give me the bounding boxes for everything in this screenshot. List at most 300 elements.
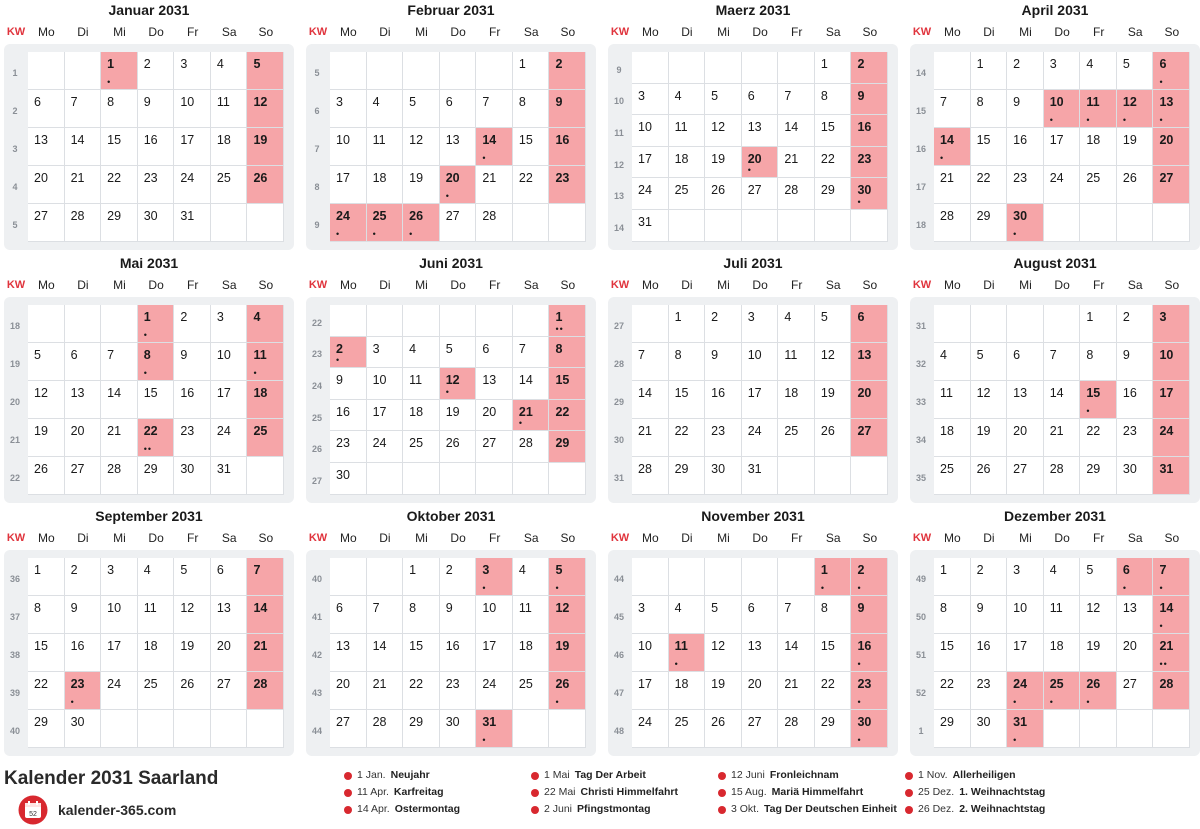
holiday-day-cell[interactable] xyxy=(1007,672,1044,710)
day-cell[interactable] xyxy=(440,337,477,369)
day-cell[interactable] xyxy=(28,204,65,242)
sunday-day-cell[interactable] xyxy=(1153,672,1190,710)
day-cell[interactable] xyxy=(815,115,852,147)
day-cell[interactable] xyxy=(330,710,367,748)
holiday-day-cell[interactable] xyxy=(330,337,367,369)
day-cell[interactable] xyxy=(778,596,815,634)
day-cell[interactable] xyxy=(1007,596,1044,634)
day-cell[interactable] xyxy=(1117,128,1154,166)
day-cell[interactable] xyxy=(1044,166,1081,204)
day-cell[interactable] xyxy=(705,634,742,672)
day-cell[interactable] xyxy=(101,204,138,242)
day-cell[interactable] xyxy=(778,419,815,457)
day-cell[interactable] xyxy=(971,90,1008,128)
day-cell[interactable] xyxy=(705,84,742,116)
sunday-day-cell[interactable] xyxy=(247,52,284,90)
day-cell[interactable] xyxy=(1117,52,1154,90)
day-cell[interactable] xyxy=(1044,381,1081,419)
sunday-day-cell[interactable] xyxy=(247,596,284,634)
day-cell[interactable] xyxy=(1044,128,1081,166)
day-cell[interactable] xyxy=(971,596,1008,634)
day-cell[interactable] xyxy=(971,558,1008,596)
day-cell[interactable] xyxy=(705,710,742,748)
day-cell[interactable] xyxy=(1007,90,1044,128)
sunday-day-cell[interactable] xyxy=(1153,457,1190,495)
day-cell[interactable] xyxy=(1007,128,1044,166)
day-cell[interactable] xyxy=(705,343,742,381)
holiday-day-cell[interactable] xyxy=(101,52,138,90)
holiday-day-cell[interactable] xyxy=(476,558,513,596)
day-cell[interactable] xyxy=(65,343,102,381)
day-cell[interactable] xyxy=(632,596,669,634)
day-cell[interactable] xyxy=(330,672,367,710)
day-cell[interactable] xyxy=(815,381,852,419)
day-cell[interactable] xyxy=(1007,52,1044,90)
day-cell[interactable] xyxy=(669,84,706,116)
day-cell[interactable] xyxy=(669,596,706,634)
holiday-day-cell[interactable] xyxy=(1080,381,1117,419)
day-cell[interactable] xyxy=(138,204,175,242)
day-cell[interactable] xyxy=(934,634,971,672)
day-cell[interactable] xyxy=(742,419,779,457)
day-cell[interactable] xyxy=(632,343,669,381)
sunday-day-cell[interactable] xyxy=(549,90,586,128)
sunday-day-cell[interactable] xyxy=(851,178,888,210)
sunday-day-cell[interactable] xyxy=(851,596,888,634)
day-cell[interactable] xyxy=(101,634,138,672)
sunday-day-cell[interactable] xyxy=(1153,596,1190,634)
day-cell[interactable] xyxy=(705,147,742,179)
day-cell[interactable] xyxy=(476,672,513,710)
sunday-day-cell[interactable] xyxy=(549,52,586,90)
day-cell[interactable] xyxy=(211,634,248,672)
day-cell[interactable] xyxy=(513,431,550,463)
day-cell[interactable] xyxy=(934,710,971,748)
day-cell[interactable] xyxy=(174,419,211,457)
day-cell[interactable] xyxy=(101,90,138,128)
day-cell[interactable] xyxy=(101,419,138,457)
day-cell[interactable] xyxy=(174,204,211,242)
day-cell[interactable] xyxy=(476,368,513,400)
sunday-day-cell[interactable] xyxy=(851,634,888,672)
day-cell[interactable] xyxy=(815,634,852,672)
day-cell[interactable] xyxy=(934,558,971,596)
day-cell[interactable] xyxy=(330,368,367,400)
day-cell[interactable] xyxy=(815,343,852,381)
day-cell[interactable] xyxy=(65,90,102,128)
sunday-day-cell[interactable] xyxy=(1153,305,1190,343)
day-cell[interactable] xyxy=(705,672,742,710)
sunday-day-cell[interactable] xyxy=(1153,166,1190,204)
day-cell[interactable] xyxy=(934,672,971,710)
sunday-day-cell[interactable] xyxy=(1153,558,1190,596)
day-cell[interactable] xyxy=(65,204,102,242)
day-cell[interactable] xyxy=(1080,558,1117,596)
day-cell[interactable] xyxy=(440,558,477,596)
day-cell[interactable] xyxy=(28,381,65,419)
day-cell[interactable] xyxy=(632,84,669,116)
day-cell[interactable] xyxy=(778,381,815,419)
day-cell[interactable] xyxy=(632,147,669,179)
day-cell[interactable] xyxy=(367,90,404,128)
day-cell[interactable] xyxy=(101,457,138,495)
day-cell[interactable] xyxy=(65,419,102,457)
sunday-day-cell[interactable] xyxy=(549,634,586,672)
sunday-day-cell[interactable] xyxy=(851,343,888,381)
day-cell[interactable] xyxy=(705,596,742,634)
sunday-day-cell[interactable] xyxy=(247,90,284,128)
day-cell[interactable] xyxy=(211,381,248,419)
day-cell[interactable] xyxy=(1117,381,1154,419)
day-cell[interactable] xyxy=(513,558,550,596)
day-cell[interactable] xyxy=(403,337,440,369)
sunday-day-cell[interactable] xyxy=(247,381,284,419)
day-cell[interactable] xyxy=(1117,634,1154,672)
day-cell[interactable] xyxy=(403,400,440,432)
sunday-day-cell[interactable] xyxy=(851,558,888,596)
day-cell[interactable] xyxy=(742,343,779,381)
day-cell[interactable] xyxy=(440,90,477,128)
day-cell[interactable] xyxy=(174,305,211,343)
sunday-day-cell[interactable] xyxy=(851,381,888,419)
day-cell[interactable] xyxy=(403,166,440,204)
day-cell[interactable] xyxy=(211,166,248,204)
day-cell[interactable] xyxy=(1117,596,1154,634)
day-cell[interactable] xyxy=(632,634,669,672)
day-cell[interactable] xyxy=(934,457,971,495)
sunday-day-cell[interactable] xyxy=(549,558,586,596)
day-cell[interactable] xyxy=(403,672,440,710)
day-cell[interactable] xyxy=(1044,596,1081,634)
sunday-day-cell[interactable] xyxy=(247,419,284,457)
day-cell[interactable] xyxy=(174,343,211,381)
day-cell[interactable] xyxy=(1080,166,1117,204)
day-cell[interactable] xyxy=(138,558,175,596)
day-cell[interactable] xyxy=(367,400,404,432)
day-cell[interactable] xyxy=(971,381,1008,419)
day-cell[interactable] xyxy=(742,178,779,210)
day-cell[interactable] xyxy=(440,634,477,672)
sunday-day-cell[interactable] xyxy=(851,419,888,457)
day-cell[interactable] xyxy=(28,419,65,457)
day-cell[interactable] xyxy=(138,166,175,204)
day-cell[interactable] xyxy=(367,337,404,369)
day-cell[interactable] xyxy=(330,90,367,128)
day-cell[interactable] xyxy=(476,596,513,634)
holiday-day-cell[interactable] xyxy=(476,710,513,748)
day-cell[interactable] xyxy=(211,343,248,381)
day-cell[interactable] xyxy=(174,596,211,634)
sunday-day-cell[interactable] xyxy=(247,558,284,596)
day-cell[interactable] xyxy=(174,381,211,419)
day-cell[interactable] xyxy=(632,381,669,419)
day-cell[interactable] xyxy=(211,558,248,596)
day-cell[interactable] xyxy=(669,419,706,457)
day-cell[interactable] xyxy=(669,672,706,710)
day-cell[interactable] xyxy=(742,710,779,748)
day-cell[interactable] xyxy=(1080,634,1117,672)
day-cell[interactable] xyxy=(778,147,815,179)
day-cell[interactable] xyxy=(28,634,65,672)
day-cell[interactable] xyxy=(101,166,138,204)
day-cell[interactable] xyxy=(971,710,1008,748)
day-cell[interactable] xyxy=(367,128,404,166)
holiday-day-cell[interactable] xyxy=(1080,90,1117,128)
day-cell[interactable] xyxy=(330,400,367,432)
day-cell[interactable] xyxy=(476,634,513,672)
day-cell[interactable] xyxy=(367,710,404,748)
holiday-day-cell[interactable] xyxy=(1007,710,1044,748)
day-cell[interactable] xyxy=(1044,343,1081,381)
day-cell[interactable] xyxy=(815,84,852,116)
sunday-day-cell[interactable] xyxy=(247,166,284,204)
day-cell[interactable] xyxy=(101,381,138,419)
day-cell[interactable] xyxy=(440,710,477,748)
day-cell[interactable] xyxy=(632,210,669,242)
day-cell[interactable] xyxy=(669,381,706,419)
day-cell[interactable] xyxy=(174,558,211,596)
day-cell[interactable] xyxy=(403,128,440,166)
day-cell[interactable] xyxy=(815,419,852,457)
day-cell[interactable] xyxy=(476,90,513,128)
day-cell[interactable] xyxy=(476,166,513,204)
sunday-day-cell[interactable] xyxy=(247,343,284,381)
day-cell[interactable] xyxy=(138,128,175,166)
day-cell[interactable] xyxy=(101,596,138,634)
day-cell[interactable] xyxy=(28,166,65,204)
day-cell[interactable] xyxy=(28,90,65,128)
day-cell[interactable] xyxy=(971,52,1008,90)
day-cell[interactable] xyxy=(440,431,477,463)
day-cell[interactable] xyxy=(440,128,477,166)
day-cell[interactable] xyxy=(742,672,779,710)
day-cell[interactable] xyxy=(1044,457,1081,495)
holiday-day-cell[interactable] xyxy=(669,634,706,672)
day-cell[interactable] xyxy=(669,343,706,381)
day-cell[interactable] xyxy=(403,710,440,748)
day-cell[interactable] xyxy=(742,381,779,419)
day-cell[interactable] xyxy=(101,672,138,710)
holiday-day-cell[interactable] xyxy=(138,343,175,381)
day-cell[interactable] xyxy=(330,596,367,634)
day-cell[interactable] xyxy=(65,634,102,672)
day-cell[interactable] xyxy=(632,419,669,457)
sunday-day-cell[interactable] xyxy=(549,431,586,463)
holiday-day-cell[interactable] xyxy=(1080,672,1117,710)
day-cell[interactable] xyxy=(174,90,211,128)
day-cell[interactable] xyxy=(632,115,669,147)
day-cell[interactable] xyxy=(778,178,815,210)
holiday-day-cell[interactable] xyxy=(815,558,852,596)
day-cell[interactable] xyxy=(65,166,102,204)
sunday-day-cell[interactable] xyxy=(247,305,284,343)
day-cell[interactable] xyxy=(211,457,248,495)
day-cell[interactable] xyxy=(1117,343,1154,381)
day-cell[interactable] xyxy=(815,710,852,748)
day-cell[interactable] xyxy=(28,128,65,166)
day-cell[interactable] xyxy=(778,672,815,710)
day-cell[interactable] xyxy=(705,419,742,457)
day-cell[interactable] xyxy=(971,457,1008,495)
day-cell[interactable] xyxy=(138,457,175,495)
day-cell[interactable] xyxy=(778,115,815,147)
day-cell[interactable] xyxy=(1117,166,1154,204)
day-cell[interactable] xyxy=(367,166,404,204)
day-cell[interactable] xyxy=(815,178,852,210)
sunday-day-cell[interactable] xyxy=(247,128,284,166)
day-cell[interactable] xyxy=(330,463,367,495)
sunday-day-cell[interactable] xyxy=(549,128,586,166)
day-cell[interactable] xyxy=(174,166,211,204)
day-cell[interactable] xyxy=(211,672,248,710)
day-cell[interactable] xyxy=(1044,558,1081,596)
sunday-day-cell[interactable] xyxy=(1153,52,1190,90)
holiday-day-cell[interactable] xyxy=(440,166,477,204)
day-cell[interactable] xyxy=(934,596,971,634)
day-cell[interactable] xyxy=(705,305,742,343)
day-cell[interactable] xyxy=(632,457,669,495)
day-cell[interactable] xyxy=(1007,558,1044,596)
sunday-day-cell[interactable] xyxy=(549,337,586,369)
day-cell[interactable] xyxy=(971,419,1008,457)
holiday-day-cell[interactable] xyxy=(138,419,175,457)
holiday-day-cell[interactable] xyxy=(513,400,550,432)
sunday-day-cell[interactable] xyxy=(549,166,586,204)
day-cell[interactable] xyxy=(65,457,102,495)
day-cell[interactable] xyxy=(705,178,742,210)
day-cell[interactable] xyxy=(1080,128,1117,166)
day-cell[interactable] xyxy=(138,672,175,710)
day-cell[interactable] xyxy=(403,431,440,463)
day-cell[interactable] xyxy=(513,368,550,400)
holiday-day-cell[interactable] xyxy=(1117,90,1154,128)
day-cell[interactable] xyxy=(101,128,138,166)
day-cell[interactable] xyxy=(513,52,550,90)
day-cell[interactable] xyxy=(138,381,175,419)
holiday-day-cell[interactable] xyxy=(403,204,440,242)
holiday-day-cell[interactable] xyxy=(330,204,367,242)
sunday-day-cell[interactable] xyxy=(851,305,888,343)
day-cell[interactable] xyxy=(669,115,706,147)
day-cell[interactable] xyxy=(1080,419,1117,457)
day-cell[interactable] xyxy=(1117,672,1154,710)
day-cell[interactable] xyxy=(440,204,477,242)
day-cell[interactable] xyxy=(211,52,248,90)
sunday-day-cell[interactable] xyxy=(851,115,888,147)
day-cell[interactable] xyxy=(632,672,669,710)
sunday-day-cell[interactable] xyxy=(851,672,888,710)
day-cell[interactable] xyxy=(742,305,779,343)
day-cell[interactable] xyxy=(742,634,779,672)
day-cell[interactable] xyxy=(742,115,779,147)
day-cell[interactable] xyxy=(742,457,779,495)
day-cell[interactable] xyxy=(815,147,852,179)
day-cell[interactable] xyxy=(101,343,138,381)
sunday-day-cell[interactable] xyxy=(851,147,888,179)
sunday-day-cell[interactable] xyxy=(549,368,586,400)
day-cell[interactable] xyxy=(815,672,852,710)
day-cell[interactable] xyxy=(65,596,102,634)
day-cell[interactable] xyxy=(742,84,779,116)
day-cell[interactable] xyxy=(1117,419,1154,457)
day-cell[interactable] xyxy=(778,305,815,343)
day-cell[interactable] xyxy=(971,634,1008,672)
day-cell[interactable] xyxy=(934,343,971,381)
sunday-day-cell[interactable] xyxy=(247,634,284,672)
day-cell[interactable] xyxy=(669,457,706,495)
day-cell[interactable] xyxy=(1080,305,1117,343)
day-cell[interactable] xyxy=(138,634,175,672)
day-cell[interactable] xyxy=(934,204,971,242)
day-cell[interactable] xyxy=(440,672,477,710)
day-cell[interactable] xyxy=(1117,305,1154,343)
sunday-day-cell[interactable] xyxy=(549,596,586,634)
day-cell[interactable] xyxy=(1080,52,1117,90)
day-cell[interactable] xyxy=(138,90,175,128)
day-cell[interactable] xyxy=(367,596,404,634)
day-cell[interactable] xyxy=(28,710,65,748)
day-cell[interactable] xyxy=(632,178,669,210)
day-cell[interactable] xyxy=(1007,634,1044,672)
day-cell[interactable] xyxy=(440,400,477,432)
day-cell[interactable] xyxy=(211,90,248,128)
day-cell[interactable] xyxy=(705,457,742,495)
holiday-day-cell[interactable] xyxy=(934,128,971,166)
day-cell[interactable] xyxy=(174,128,211,166)
day-cell[interactable] xyxy=(513,337,550,369)
holiday-day-cell[interactable] xyxy=(367,204,404,242)
day-cell[interactable] xyxy=(174,457,211,495)
day-cell[interactable] xyxy=(971,672,1008,710)
day-cell[interactable] xyxy=(367,368,404,400)
day-cell[interactable] xyxy=(28,343,65,381)
day-cell[interactable] xyxy=(367,634,404,672)
sunday-day-cell[interactable] xyxy=(851,84,888,116)
sunday-day-cell[interactable] xyxy=(1153,419,1190,457)
day-cell[interactable] xyxy=(138,52,175,90)
day-cell[interactable] xyxy=(513,90,550,128)
day-cell[interactable] xyxy=(778,343,815,381)
day-cell[interactable] xyxy=(476,431,513,463)
day-cell[interactable] xyxy=(632,710,669,748)
sunday-day-cell[interactable] xyxy=(1153,343,1190,381)
day-cell[interactable] xyxy=(934,381,971,419)
holiday-day-cell[interactable] xyxy=(1007,204,1044,242)
day-cell[interactable] xyxy=(513,672,550,710)
sunday-day-cell[interactable] xyxy=(1153,128,1190,166)
day-cell[interactable] xyxy=(934,90,971,128)
day-cell[interactable] xyxy=(1080,343,1117,381)
sunday-day-cell[interactable] xyxy=(247,672,284,710)
day-cell[interactable] xyxy=(330,634,367,672)
day-cell[interactable] xyxy=(403,596,440,634)
sunday-day-cell[interactable] xyxy=(1153,634,1190,672)
holiday-day-cell[interactable] xyxy=(138,305,175,343)
day-cell[interactable] xyxy=(211,419,248,457)
day-cell[interactable] xyxy=(28,558,65,596)
day-cell[interactable] xyxy=(403,90,440,128)
day-cell[interactable] xyxy=(211,596,248,634)
day-cell[interactable] xyxy=(28,596,65,634)
day-cell[interactable] xyxy=(971,166,1008,204)
day-cell[interactable] xyxy=(1080,457,1117,495)
day-cell[interactable] xyxy=(65,710,102,748)
site-link[interactable]: kalender-365.com xyxy=(58,802,177,818)
day-cell[interactable] xyxy=(934,419,971,457)
day-cell[interactable] xyxy=(476,337,513,369)
day-cell[interactable] xyxy=(28,457,65,495)
sunday-day-cell[interactable] xyxy=(549,672,586,710)
